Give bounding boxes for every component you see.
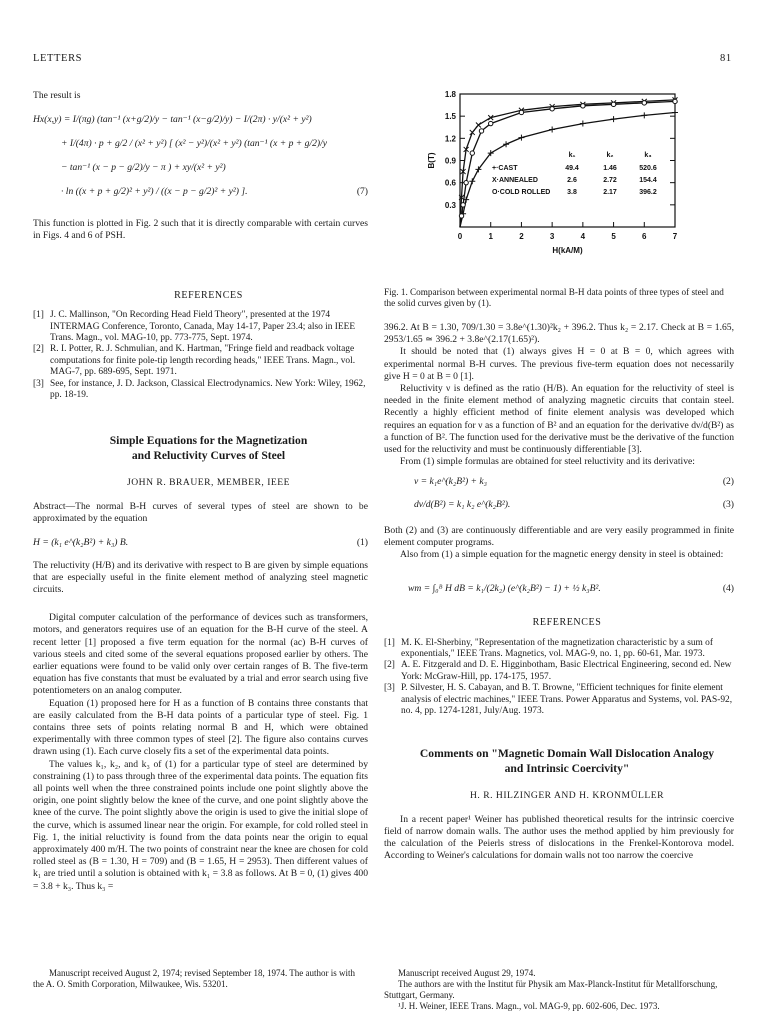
references-left (33, 290, 368, 401)
article-author: JOHN R. BRAUER, MEMBER, IEEE (127, 477, 290, 488)
reference-number: [3] (384, 683, 395, 694)
reference-item (384, 660, 734, 683)
reference-item (384, 683, 734, 717)
equation-7-line-4-text: · ln ((x + p + g/2)² + y²) / ((x − p − g/2)² + y²) ]. (61, 186, 248, 198)
reference-text: R. I. Potter, R. J. Schmulian, and K. Hartman, "Fringe field and readback voltage computations for finite pole-tip length recording heads," IEEE Trans. Magn., vol. MAG-7, pp. 689-695, Sept. 1971. (50, 344, 356, 378)
reference-item (384, 638, 734, 661)
table-header: k₃ (644, 151, 652, 159)
data-point-cold-rolled (470, 151, 474, 155)
x-tick-label: 6 (642, 232, 647, 241)
reference-item (33, 310, 368, 344)
equation-7-number: (7) (356, 186, 368, 198)
equation-4 (384, 575, 734, 603)
body-paragraph-2: Equation (1) proposed here for H as a function of B contains three constants that are easily calculated from the B-H data points of a particular type of steel. Fig. 1 contains three sets of points relating normal B and H, which were obtained experimentally with three common types of steel [2]. The figure also contains curves drawn using (1). Each curve closely fits a set of the experimental data points. (33, 697, 368, 758)
data-point-cold-rolled (673, 99, 677, 103)
figure-1 (390, 80, 740, 290)
right-paragraph-6: Also from (1) a simple equation for the magnetic energy density in steel is obtained: (400, 549, 724, 561)
equation-1-text: H = (k₁ e^(k₂B²) + k₃) B. (33, 536, 129, 548)
equation-7-line-2: + I/(4π) · p + g/2 / (x² + y²) [ (x² − y²)/(x² + y²) (tan⁻¹ (x + p + g/2)/y (61, 138, 328, 150)
data-point-cast (503, 141, 509, 147)
table-k3: 154.4 (639, 176, 657, 184)
y-tick-label: 0.3 (444, 200, 456, 210)
table-k1: 3.8 (567, 188, 577, 196)
equation-7 (33, 108, 368, 204)
x-tick-label: 3 (549, 232, 555, 241)
data-point-cold-rolled (581, 104, 585, 108)
article-title-line-2: and Reluctivity Curves of Steel (131, 449, 286, 462)
table-k3: 396.2 (639, 188, 657, 196)
abstract-continuation: The reluctivity (H/B) and its derivative with respect to B are given by simple equations that are especially useful in the finite element method of analyzing steel magnetic circuits. (33, 559, 368, 596)
body-paragraph-3: The values k₁, k₂, and k₃ of (1) for a particular type of steel are determined by constraining (1) to pass through three of the experimental data points. The equation fits all points well when the three constrained points include one point slightly above the origin, one point slightly below the knee of the curve, and one point slightly above the knee of the curve. The point slightly above the origin is used to give the initial slope of the curve, which is assumed linear near the origin. For example, for cold rolled steel in Fig. 1, the initial reluctivity is found from the data points near the origin to equal approximately 400 m/H. The two points of constraint near the knee are chosen for cold rolled steel as (B = 1.30, H = 709) and (B = 1.65, H = 2953). Then different values of k₁ are tried until a solution is obtained with k₁ = 3.8 as follows. At B = 0, (1) gives 400 = 3.8 + k₃. Thus k₃ = (33, 758, 368, 892)
comments-footnote-3: ¹J. H. Weiner, IEEE Trans. Magn., vol. MAG-9, pp. 602-606, Dec. 1973. (398, 1001, 660, 1011)
reference-text: J. C. Mallinson, "On Recording Head Field Theory", presented at the 1974 INTERMAG Conference, Toronto, Canada, May 14-17, Paper 23.4; also in IEEE Trans. Magn., vol. MAG-10, pp. 773-775, Sept. 1974. (50, 310, 356, 344)
plot-area (427, 90, 678, 255)
references-heading-right: REFERENCES (532, 617, 602, 629)
page-number: 81 (720, 53, 732, 64)
comments-footnotes (384, 968, 734, 1012)
data-point-cold-rolled (642, 101, 646, 105)
plot-note: This function is plotted in Fig. 2 such that it is directly comparable with certain curves in Figs. 4 and 6 of PSH. (33, 218, 368, 242)
data-point-cold-rolled (464, 180, 468, 184)
reference-item (33, 344, 368, 378)
equation-4-number: (4) (722, 583, 734, 595)
figure-caption: Fig. 1. Comparison between experimental normal B-H data points of three types of steel and the solid curves given by (1). (384, 287, 724, 309)
data-point-cast (549, 126, 555, 132)
table-k2: 2.72 (603, 176, 617, 184)
reference-number: [3] (33, 378, 44, 389)
article-column (33, 433, 368, 893)
table-row-label: X·ANNEALED (492, 176, 538, 184)
data-point-cast (611, 116, 617, 122)
equation-1-number: (1) (356, 536, 368, 548)
table-header: k₁ (568, 151, 576, 159)
table-k1: 2.6 (567, 176, 577, 184)
comments-authors: H. R. HILZINGER AND H. KRONMÜLLER (470, 789, 664, 801)
y-tick-label: 0.9 (444, 156, 456, 166)
right-paragraph-5: Both (2) and (3) are continuously differentiable and are very easily programmed in finite element computer programs. (384, 524, 734, 549)
right-paragraph-4: From (1) simple formulas are obtained for steel reluctivity and its derivative: (400, 456, 695, 468)
y-tick-label: 0.6 (444, 178, 456, 188)
abstract: Abstract—The normal B-H curves of several types of steel are shown to be approximated by the equation (33, 501, 368, 525)
table-k3: 520.6 (639, 164, 657, 172)
references-heading: REFERENCES (174, 290, 243, 301)
data-point-cold-rolled (461, 203, 465, 207)
reference-number: [1] (33, 310, 44, 321)
data-point-cast (469, 178, 475, 184)
x-tick-label: 7 (672, 232, 678, 241)
x-tick-label: 2 (519, 232, 524, 241)
data-point-cold-rolled (611, 102, 615, 106)
reference-number: [1] (384, 637, 395, 648)
equation-1 (33, 534, 368, 552)
equation-7-line-1: Hx(x,y) = I/(πg) (tan⁻¹ (x+g/2)/y − tan⁻¹ (x−g/2)/y) − I/(2π) · y/(x² + y²) (33, 114, 312, 126)
equation-4-text: wm = ∫₀ᴮ H dB = k₁/(2k₂) (e^(k₂B²) − 1) + ½ k₃B². (408, 583, 601, 595)
comments-title-line-1: Comments on "Magnetic Domain Wall Dislocation Analogy (419, 746, 715, 760)
comments-title-line-2: and Intrinsic Coercivity" (504, 761, 630, 775)
data-point-cold-rolled (479, 129, 483, 133)
table-header: k₂ (606, 151, 614, 159)
x-tick-label: 5 (611, 232, 616, 241)
equation-7-line-4 (33, 180, 368, 204)
comments-footnote-2: The authors are with the Institut für Physik am Max-Planck-Institut für Metallforschung, Stuttgart, Germany. (384, 979, 718, 1000)
data-point-cast (641, 112, 647, 118)
right-column (384, 322, 734, 863)
right-paragraph-1: 396.2. At B = 1.30, 709/1.30 = 3.8e^(1.30)²k₂ + 396.2. Thus k₂ = 2.17. Check at B = 1.65, 2953/1.65 ≃ 396.2 + 3.8e^(2.17(1.65)²). (384, 322, 734, 346)
x-tick-label: 1 (488, 232, 493, 241)
x-tick-label: 0 (457, 232, 463, 241)
bh-chart (390, 80, 740, 290)
data-point-cold-rolled (489, 121, 493, 125)
data-point-cast (672, 109, 678, 115)
reference-number: [2] (384, 660, 395, 671)
left-column-top (33, 90, 368, 243)
x-tick-label: 4 (580, 232, 586, 241)
reference-item (33, 379, 368, 402)
plot-frame (460, 94, 675, 227)
reference-text: A. E. Fitzgerald and D. E. Higginbotham, Basic Electrical Engineering, second ed. New York: McGraw-Hill, pp. 174-175, 1957. (401, 660, 732, 682)
equation-3 (384, 499, 734, 511)
data-point-cold-rolled (519, 110, 523, 114)
equation-3-number: (3) (722, 498, 734, 510)
article-footnote (33, 968, 368, 990)
table-k2: 1.46 (603, 164, 617, 172)
article-title-line-1: Simple Equations for the Magnetization (109, 434, 308, 447)
y-tick-label: 1.8 (444, 90, 456, 99)
comments-paragraph: In a recent paper¹ Weiner has published theoretical results for the intrinsic coercive field of narrow domain walls. The author uses the method applied by him previously for the calculation of the Peierls stress of dislocations in the Frenkel-Kontorova model. According to Weiner's calculations for domain walls not too narrow the coercive (384, 813, 734, 862)
equation-2-text: ν = k₁e^(k₂B²) + k₃ (414, 476, 488, 488)
data-point-annealed (476, 123, 481, 128)
equation-2 (384, 476, 734, 488)
table-row-label: +·CAST (492, 164, 518, 172)
running-header: LETTERS (33, 53, 83, 64)
data-point-cold-rolled (459, 214, 463, 218)
reference-text: P. Silvester, H. S. Cabayan, and B. T. Browne, "Efficient techniques for finite element analysis of electric machines," IEEE Trans. Power Apparatus and Systems, vol. PAS-92, no. 4, pp. 1274-1281, July/Aug. 1973. (401, 683, 733, 717)
y-tick-label: 1.5 (444, 112, 456, 122)
footnote-text: Manuscript received August 2, 1974; revised September 18, 1974. The author is with the A. O. Smith Corporation, Milwaukee, Wis. 53201. (33, 968, 356, 989)
reference-number: [2] (33, 344, 44, 355)
y-axis-label: B(T) (427, 152, 436, 169)
reference-text: See, for instance, J. D. Jackson, Classical Electrodynamics. New York: Wiley, 1962, pp. 18-19. (50, 378, 366, 401)
equation-2-number: (2) (722, 476, 734, 488)
y-tick-label: 1.2 (444, 134, 456, 144)
body-paragraph-1: Digital computer calculation of the performance of devices such as transformers, motors, and generators requires use of an equation for the B-H curve of the steel. A recent letter [1] proposed a five term equation for the normal (ac) B-H curves of various steels and cited some of the several equations proposed earlier by others. The earlier equations were found to be valid only over certain ranges of B. The five-term equation has five constants that must be evaluated by a trial and error search using five potentiometers on an analog computer. (33, 612, 368, 697)
table-k2: 2.17 (603, 188, 617, 196)
data-point-cast (580, 121, 586, 127)
table-row-label: O·COLD ROLLED (492, 188, 551, 196)
right-paragraph-2: It should be noted that (1) always gives H = 0 at B = 0, which agrees with experimental normal B-H curves. The previous five-term equation does not necessarily give H = 0 at B = 0 [1]. (384, 346, 734, 382)
right-paragraph-3: Reluctivity ν is defined as the ratio (H/B). An equation for the reluctivity of steel is needed in the finite element method of analyzing magnetic circuits that contain steel. Recently a highly efficient method of finite element analysis was developed which requires an equation for ν as a function of B² and an equation for the derivative dν/d(B²) as a function of B². The function used for the derivative must be the derivative of the function used for the reluctivity and must be continuously differentiable [3]. (384, 383, 734, 456)
data-point-cast (518, 135, 524, 141)
comments-footnote-1: Manuscript received August 29, 1974. (398, 968, 536, 978)
intro-text: The result is (33, 90, 81, 101)
equation-7-line-3: − tan⁻¹ (x − p − g/2)/y − π ) + xy/(x² + y²) (61, 162, 226, 174)
table-k1: 49.4 (565, 164, 579, 172)
equation-3-text: dν/d(B²) = k₁ k₂ e^(k₂B²). (414, 498, 511, 510)
x-axis-label: H(kA/M) (552, 246, 583, 255)
reference-text: M. K. El-Sherbiny, "Representation of the magnetization characteristic by a sum of exponentials," IEEE Trans. Magnetics, vol. MAG-9, no. 1, pp. 60-61, Mar. 1973. (401, 637, 713, 660)
data-point-cold-rolled (550, 107, 554, 111)
